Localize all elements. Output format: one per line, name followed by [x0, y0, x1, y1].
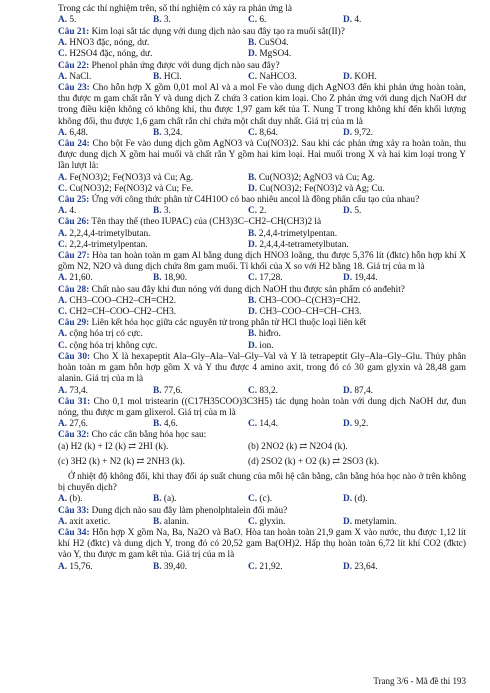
q32-option-c: C. (c).	[248, 494, 273, 505]
q34-option-c: C. 21,92.	[248, 561, 283, 572]
q28-option-b: B. CH3–COO–C(CH3)=CH2.	[248, 295, 361, 306]
q23-stem: Câu 23: Cho hỗn hợp X gồm 0,01 mol Al và a mol Fe vào dung dịch AgNO3 đến khi phản ứng hoàn toàn, thu được m gam chất rắn Y và dung dịch Z chứa 3 cation kim loại. Cho Z phản ứng với dung dịch NaOH dư trong điều kiện không có không khí, thu được 1,97 gam kết tủa T. Nung T trong không khí đến khối lượng không đổi, thu được 1,6 gam chất rắn chỉ chứa một chất duy nhất. Giá trị của m là	[58, 83, 466, 127]
q32-stem: Câu 32: Cho các cân bằng hóa học sau:	[58, 430, 207, 441]
q26-option-c: C. 2,2,4-trimetylpentan.	[58, 239, 148, 250]
q23-option-d: D. 9,72.	[343, 127, 373, 138]
q25-stem: Câu 25: Ứng với công thức phân tử C4H10O có bao nhiêu ancol là đồng phân cấu tạo của nhau?	[58, 195, 420, 206]
q27-stem: Câu 27: Hòa tan hoàn toàn m gam Al bằng dung dịch HNO3 loãng, thu được 5,376 lít (đktc) hỗn hợp khí X gồm N2, N2O và dung dịch chứa 8m gam muối. Tỉ khối của X so với H2 bằng 18. Giá trị của m là	[58, 251, 467, 273]
q24-option-b: B. Cu(NO3)2; AgNO3 và Cu; Ag.	[248, 172, 375, 183]
q32-option-a: A. (b).	[58, 494, 83, 505]
q21-option-a: A. HNO3 đặc, nóng, dư.	[58, 38, 150, 49]
q29-stem: Câu 29: Liên kết hóa học giữa các nguyên tử trong phân tử HCl thuộc loại liên kết	[58, 318, 367, 329]
q26-options	[58, 229, 466, 251]
q33-stem: Câu 33: Dung dịch nào sau đây làm phenolphtalein đổi màu?	[58, 505, 288, 516]
q32-options	[58, 494, 466, 505]
q30-option-c: C. 83,2.	[248, 385, 278, 396]
q26-option-a: A. 2,2,4,4-trimetylbutan.	[58, 228, 151, 239]
q24-stem: Câu 24: Cho bột Fe vào dung dịch gồm AgNO3 và Cu(NO3)2. Sau khi các phản ứng xảy ra hoàn toàn, thu được dung dịch X gồm hai muối và chất rắn Y gồm hai kim loại. Hai muối trong X và hai kim loại trong Y lần lượt là:	[58, 139, 467, 172]
q24-option-c: C. Cu(NO3)2; Fe(NO3)2 và Cu; Fe.	[58, 183, 194, 194]
q25-option-a: A. 4.	[58, 206, 77, 217]
q25-options	[58, 206, 466, 217]
q25-option-c: C. 2.	[248, 206, 267, 217]
q28-option-a: A. CH3–COO–CH2–CH=CH2.	[58, 295, 177, 306]
q31-option-c: C. 14,4.	[248, 419, 278, 430]
equilibrium-c: (c) 3H2 (k) + N2 (k) ⇄ 2NH3 (k).	[58, 456, 185, 467]
q20-tail: Trong các thí nghiệm trên, số thí nghiệm có xảy ra phản ứng là	[58, 4, 292, 14]
q30-option-b: B. 77,6.	[153, 385, 183, 396]
q27-option-c: C. 17,28.	[248, 273, 283, 284]
q28-option-d: D. CH3–COO–CH=CH–CH3.	[248, 307, 362, 318]
q32-option-d: D. (d).	[343, 494, 368, 505]
q23-option-a: A. 6,48.	[58, 127, 88, 138]
q32-question: Ở nhiệt độ không đổi, khi thay đổi áp suất chung của mỗi hệ cân bằng, cân bằng hóa học nào ở trên không bị chuyển dịch?	[58, 471, 466, 494]
page-footer: Trang 3/6 - Mã đề thi 193	[373, 676, 466, 686]
q23-option-b: B. 3,24.	[153, 127, 183, 138]
q20-option-c: C. 6.	[248, 15, 267, 26]
q27-option-a: A. 21,60.	[58, 273, 93, 284]
q32-equilibria-2	[58, 457, 466, 468]
equilibrium-a: (a) H2 (k) + I2 (k) ⇄ 2HI (k).	[58, 441, 169, 452]
q34-option-d: D. 23,64.	[343, 561, 378, 572]
q26-option-d: D. 2,4,4,4-tetrametylbutan.	[248, 239, 349, 250]
q29-option-a: A. cộng hóa trị có cực.	[58, 329, 143, 340]
q29-options	[58, 329, 466, 351]
q29-option-b: B. hiđro.	[248, 329, 281, 340]
q34-option-a: A. 15,76.	[58, 561, 93, 572]
q26-stem: Câu 26: Tên thay thế (theo IUPAC) của (CH3)3C–CH2–CH(CH3)2 là	[58, 217, 322, 228]
q32-option-b: B. (a).	[153, 494, 177, 505]
q34-stem: Câu 34: Hỗn hợp X gồm Na, Ba, Na2O và BaO. Hòa tan hoàn toàn 21,9 gam X vào nước, thu được 1,12 lít khí H2 (đktc) và dung dịch Y, trong đó có 20,52 gam Ba(OH)2. Hấp thụ hoàn toàn 6,72 lít khí CO2 (đktc) vào Y, thu được m gam kết tủa. Giá trị của m là	[58, 527, 467, 561]
q31-stem: Câu 31: Cho 0,1 mol tristearin ((C17H35COO)3C3H5) tác dụng hoàn toàn với dung dịch NaOH dư, đun nóng, thu được m gam glixerol. Giá trị của m là	[58, 396, 467, 418]
q29-option-d: D. ion.	[248, 340, 274, 351]
q20-options	[58, 15, 466, 26]
q23-option-c: C. 8,64.	[248, 127, 278, 138]
q27-option-b: B. 18,90.	[153, 273, 188, 284]
q33-options	[58, 517, 466, 528]
q33-option-b: B. alanin.	[153, 516, 189, 527]
q22-stem: Câu 22: Phenol phản ứng được với dung dịch nào sau đây?	[58, 60, 280, 71]
q31-option-d: D. 9,2.	[343, 419, 369, 430]
q33-option-a: A. axit axetic.	[58, 516, 111, 527]
q34-options	[58, 562, 466, 573]
equilibrium-b: (b) 2NO2 (k) ⇄ N2O4 (k).	[248, 441, 348, 452]
q28-stem: Câu 28: Chất nào sau đây khi đun nóng với dung dịch NaOH thu được sản phẩm có anđehit?	[58, 284, 405, 295]
q21-stem: Câu 21: Kim loại sắt tác dụng với dung dịch nào sau đây tạo ra muối sắt(II)?	[58, 27, 345, 37]
q33-option-c: C. glyxin.	[248, 516, 286, 527]
q28-options	[58, 296, 466, 318]
q25-option-d: D. 5.	[343, 206, 362, 217]
q24-options	[58, 173, 466, 195]
q22-option-c: C. NaHCO3.	[248, 71, 297, 82]
q21-option-c: C. H2SO4 đặc, nóng, dư.	[58, 49, 153, 60]
q27-option-d: D. 19,44.	[343, 273, 378, 284]
q25-option-b: B. 3.	[153, 206, 171, 217]
q24-option-d: D. Cu(NO3)2; Fe(NO3)2 và Ag; Cu.	[248, 183, 385, 194]
q22-option-d: D. KOH.	[343, 71, 377, 82]
q23-options	[58, 128, 466, 139]
q22-option-b: B. HCl.	[153, 71, 182, 82]
q27-options	[58, 273, 466, 284]
q34-option-b: B. 39,40.	[153, 561, 188, 572]
q21-option-b: B. CuSO4.	[248, 38, 289, 49]
q24-option-a: A. Fe(NO3)2; Fe(NO3)3 và Cu; Ag.	[58, 172, 194, 183]
q29-option-c: C. cộng hóa trị không cực.	[58, 340, 158, 351]
q21-options	[58, 38, 466, 60]
q26-option-b: B. 2,4,4-trimetylpentan.	[248, 228, 338, 239]
q30-option-a: A. 73,4.	[58, 385, 88, 396]
q31-option-b: B. 4,6.	[153, 419, 178, 430]
q28-option-c: C. CH2=CH–COO–CH2–CH3.	[58, 307, 177, 318]
q30-stem: Câu 30: Cho X là hexapeptit Ala–Gly–Ala–Val–Gly–Val và Y là tetrapeptit Gly–Ala–Gly–Glu. Thủy phân hoàn toàn m gam hỗn hợp gồm X và Y thu được 4 amino axit, trong đó có 30 gam glyxin và 28,48 gam alanin. Giá trị của m là	[58, 351, 467, 385]
q20-option-a: A. 5.	[58, 15, 77, 26]
q21-option-d: D. MgSO4.	[248, 49, 292, 60]
q22-options	[58, 72, 466, 83]
q30-options	[58, 386, 466, 397]
q31-option-a: A. 27,6.	[58, 419, 88, 430]
q31-options	[58, 419, 466, 430]
equilibrium-d: (d) 2SO2 (k) + O2 (k) ⇄ 2SO3 (k).	[248, 456, 380, 467]
q22-option-a: A. NaCl.	[58, 71, 92, 82]
q32-equilibria	[58, 442, 466, 453]
q33-option-d: D. metylamin.	[343, 516, 397, 527]
q20-option-d: D. 4.	[343, 15, 362, 26]
q30-option-d: D. 87,4.	[343, 385, 373, 396]
q20-option-b: B. 3.	[153, 15, 171, 26]
